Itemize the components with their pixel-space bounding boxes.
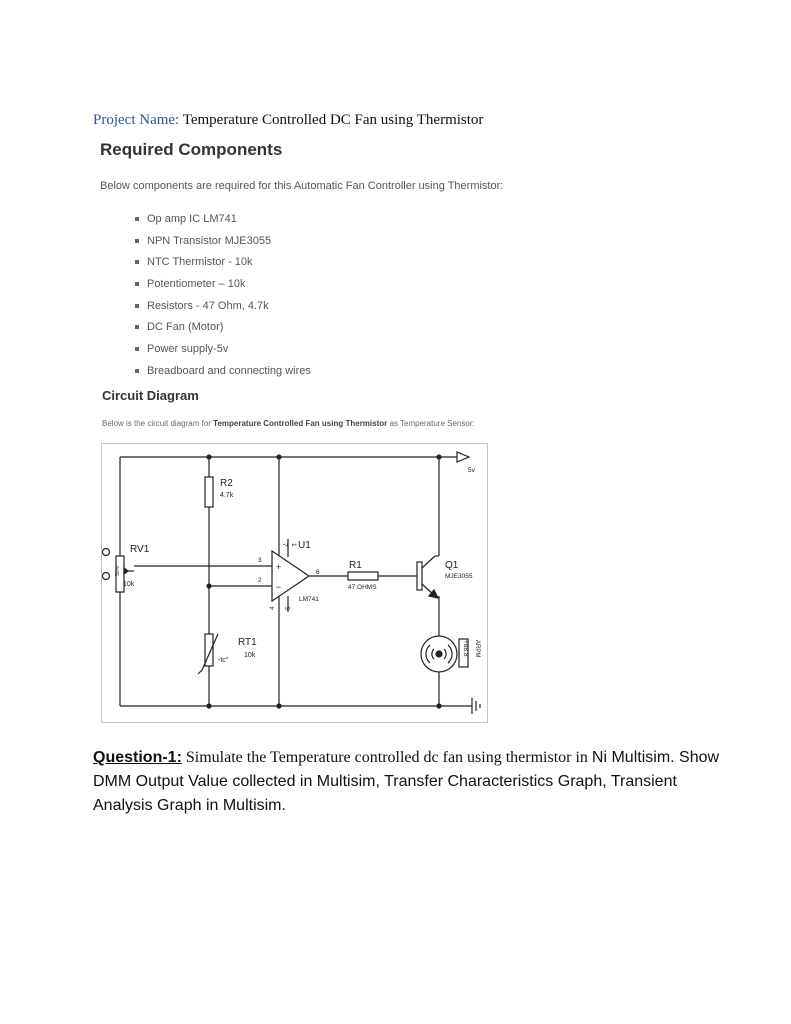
rv1-pin-a-icon bbox=[103, 549, 110, 556]
fan-hub-icon bbox=[436, 651, 442, 657]
r1-value: 47 OHMS bbox=[348, 584, 377, 591]
supply-arrow-icon bbox=[457, 452, 469, 462]
project-name: Temperature Controlled DC Fan using Thermistor bbox=[182, 112, 484, 128]
list-item: NTC Thermistor - 10k bbox=[131, 254, 311, 276]
components-list bbox=[131, 211, 311, 385]
circuit-schematic bbox=[102, 444, 489, 724]
junction-dot bbox=[207, 584, 211, 588]
rv1-name: RV1 bbox=[130, 544, 150, 555]
opamp-plus: + bbox=[276, 562, 282, 572]
r2-name: R2 bbox=[220, 478, 233, 489]
question-label: Question-1: bbox=[93, 749, 182, 766]
required-components-heading: Required Components bbox=[100, 140, 283, 159]
rv1-inner-label: 50% bbox=[115, 565, 121, 576]
junction-dot bbox=[207, 455, 211, 459]
junction-dot bbox=[207, 704, 211, 708]
pin3-label: 3 bbox=[258, 557, 262, 564]
r2-body bbox=[205, 477, 213, 507]
rt1-tc-slash bbox=[198, 634, 218, 674]
circuit-diagram-intro bbox=[102, 419, 475, 428]
list-item: DC Fan (Motor) bbox=[131, 319, 311, 341]
r1-body bbox=[348, 572, 378, 580]
fan-unit: ARPM bbox=[474, 640, 480, 658]
rt1-name: RT1 bbox=[238, 637, 257, 648]
supply-label: 5v bbox=[468, 467, 475, 474]
project-line bbox=[93, 112, 483, 129]
pin1-label: 1 bbox=[290, 543, 297, 547]
junction-dot bbox=[437, 455, 441, 459]
question-1 bbox=[93, 746, 733, 818]
pin4-label: 4 bbox=[269, 606, 276, 610]
q1-part: MJE3055 bbox=[445, 573, 473, 580]
opamp-minus: − bbox=[276, 582, 282, 592]
question-text-serif: Simulate the Temperature controlled dc fan using thermistor in bbox=[181, 749, 592, 766]
list-item: Op amp IC LM741 bbox=[131, 211, 311, 233]
u1-part: LM741 bbox=[299, 596, 319, 603]
q1-collector-leg bbox=[422, 556, 435, 568]
list-item: Power supply-5v bbox=[131, 341, 311, 363]
fan-reading: +88.8 bbox=[462, 640, 469, 657]
pin7-label: 7 bbox=[281, 543, 288, 547]
list-item: Resistors - 47 Ohm, 4.7k bbox=[131, 298, 311, 320]
rt1-tc: -tc° bbox=[218, 657, 229, 664]
u1-name: U1 bbox=[298, 540, 311, 551]
circuit-intro-prefix: Below is the circuit diagram for bbox=[102, 419, 214, 428]
circuit-intro-suffix: as Temperature Sensor: bbox=[387, 419, 475, 428]
project-label: Project Name: bbox=[93, 112, 180, 128]
opamp-triangle bbox=[272, 551, 309, 601]
rt1-value: 10k bbox=[244, 652, 256, 659]
pin6-label: 6 bbox=[316, 569, 320, 576]
rv1-wiper-arrow bbox=[124, 568, 128, 574]
circuit-diagram bbox=[101, 443, 488, 723]
list-item: Breadboard and connecting wires bbox=[131, 363, 311, 385]
rv1-value: 10k bbox=[123, 581, 135, 588]
list-item: NPN Transistor MJE3055 bbox=[131, 233, 311, 255]
junction-dot bbox=[437, 704, 441, 708]
junction-dot bbox=[277, 704, 281, 708]
required-components-intro: Below components are required for this Automatic Fan Controller using Thermistor: bbox=[100, 180, 504, 192]
rv1-pin-b-icon bbox=[103, 573, 110, 580]
list-item: Potentiometer – 10k bbox=[131, 276, 311, 298]
question-text-sans: Ni Multisim. Show DMM Output Value collected in Multisim, Transfer Characteristics Graph, Transient Analysis Graph in Multisim. bbox=[93, 749, 720, 814]
circuit-diagram-heading: Circuit Diagram bbox=[102, 388, 199, 403]
q1-base-bar bbox=[417, 562, 422, 590]
q1-name: Q1 bbox=[445, 560, 459, 571]
r1-name: R1 bbox=[349, 560, 362, 571]
pin2-label: 2 bbox=[258, 577, 262, 584]
pin5-label: 5 bbox=[285, 606, 292, 610]
r2-value: 4.7k bbox=[220, 492, 234, 499]
circuit-intro-bold: Temperature Controlled Fan using Thermistor bbox=[213, 419, 388, 428]
junction-dot bbox=[277, 455, 281, 459]
